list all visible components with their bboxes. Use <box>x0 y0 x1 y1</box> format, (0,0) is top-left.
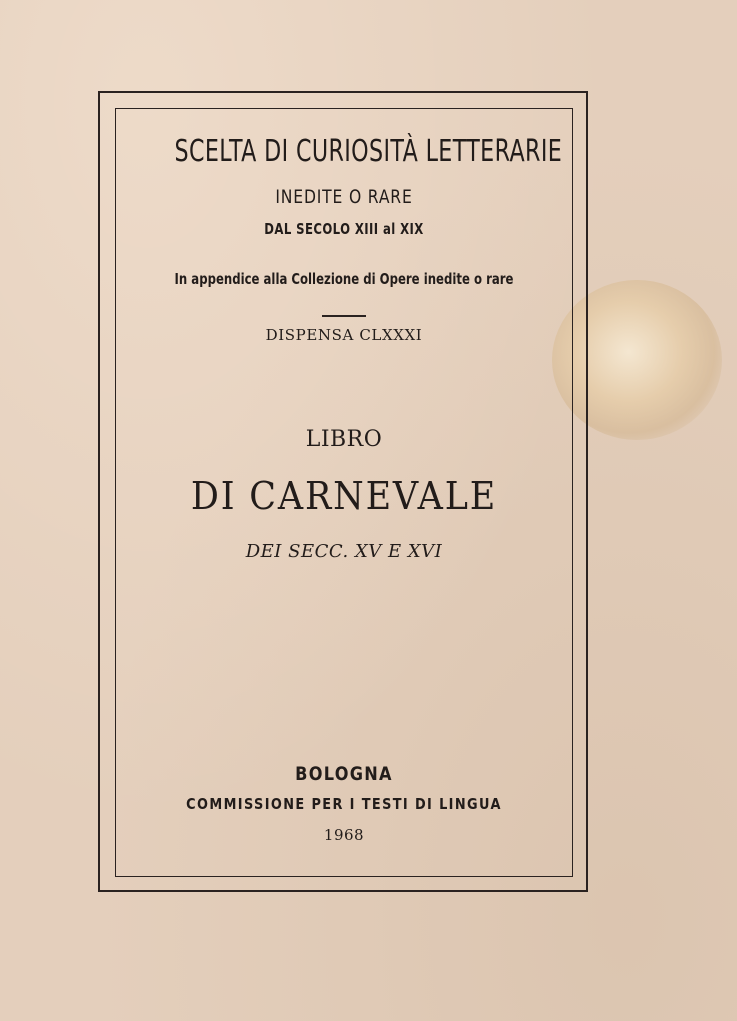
book-title-line1: LIBRO <box>305 427 383 452</box>
series-subtitle: INEDITE O RARE <box>275 186 413 208</box>
series-appendix: In appendice alla Collezione di Opere inedite o rare <box>174 270 514 288</box>
imprint-city: BOLOGNA <box>295 763 393 785</box>
separator-rule <box>322 315 366 317</box>
book-subtitle: DEI SECC. XV E XVI <box>245 541 443 562</box>
imprint-publisher: COMMISSIONE PER I TESTI DI LINGUA <box>186 795 502 813</box>
series-span: DAL SECOLO XIII al XIX <box>264 220 424 238</box>
book-title-line2: DI CARNEVALE <box>190 474 498 518</box>
dispensa-number: DISPENSA CLXXXI <box>265 326 423 344</box>
series-title: SCELTA DI CURIOSITÀ LETTERARIE <box>174 134 563 169</box>
imprint-year: 1968 <box>323 826 365 844</box>
